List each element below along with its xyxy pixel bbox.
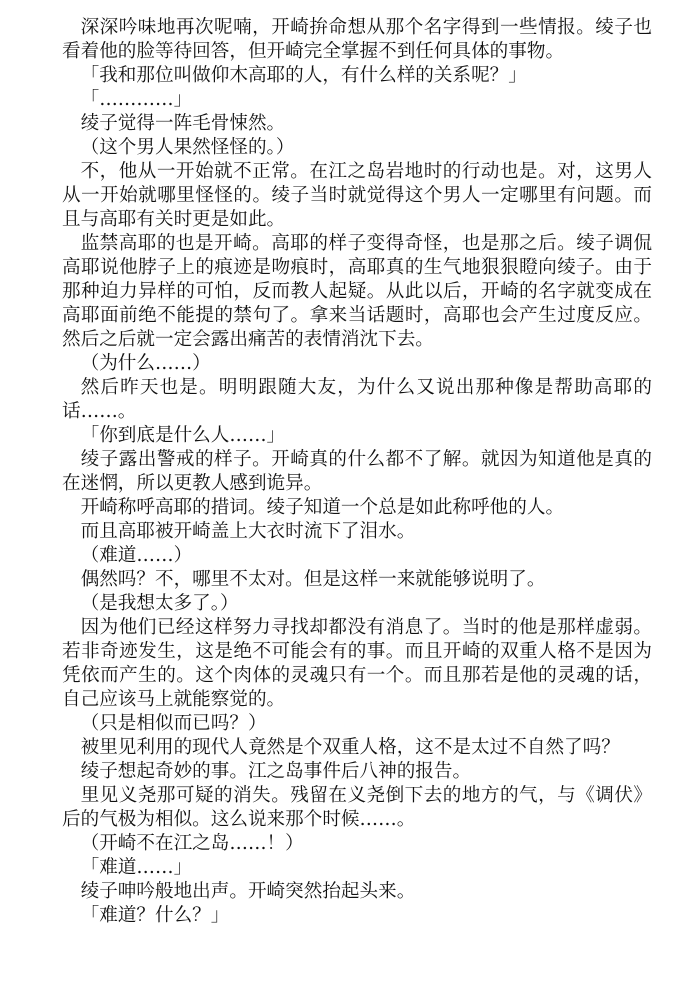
novel-page [62, 16, 652, 928]
dialogue-line: 「我和那位叫做仰木高耶的人，有什么样的关系呢？」 [80, 65, 527, 86]
inner-thought: （难道……） [80, 545, 193, 566]
paragraph: 绫子想起奇妙的事。江之岛事件后八神的报告。 [80, 761, 472, 782]
dialogue-line: 「难道？什么？」 [80, 905, 230, 926]
paragraph: 然后昨天也是。明明跟随大友，为什么又说出那种像是帮助高耶的话……。 [62, 377, 652, 422]
paragraph: 监禁高耶的也是开崎。高耶的样子变得奇怪，也是那之后。绫子调侃高耶说他脖子上的痕迹是吻痕时，高耶真的生气地狠狠瞪向绫子。由于那种迫力异样的可怕，反而教人起疑。从此以后，开崎的名字就变成在高耶面前绝不能提的禁句了。拿来当话题时，高耶也会产生过度反应。然后之后就一定会露出痛苦的表情消沈下去。 [62, 233, 652, 350]
inner-thought: （这个男人果然怪怪的。） [80, 137, 295, 158]
paragraph: 绫子觉得一阵毛骨悚然。 [80, 113, 286, 134]
paragraph: 被里见利用的现代人竟然是个双重人格，这不是太过不自然了吗？ [80, 737, 620, 758]
paragraph: 偶然吗？不，哪里不太对。但是这样一来就能够说明了。 [80, 569, 546, 590]
paragraph: 开崎称呼高耶的措词。绫子知道一个总是如此称呼他的人。 [80, 497, 565, 518]
paragraph: 而且高耶被开崎盖上大衣时流下了泪水。 [80, 521, 416, 542]
inner-thought: （只是相似而已吗？） [80, 713, 267, 734]
inner-thought: （是我想太多了。） [80, 593, 239, 614]
paragraph: 绫子露出警戒的样子。开崎真的什么都不了解。就因为知道他是真的在迷惘，所以更教人感到诡异。 [62, 449, 652, 494]
dialogue-line: 「…………」 [80, 89, 193, 110]
inner-thought: （开崎不在江之岛……！） [80, 833, 304, 854]
paragraph: 不，他从一开始就不正常。在江之岛岩地时的行动也是。对，这男人从一开始就哪里怪怪的。绫子当时就觉得这个男人一定哪里有问题。而且与高耶有关时更是如此。 [62, 161, 652, 230]
dialogue-line: 「你到底是什么人……」 [80, 425, 286, 446]
paragraph: 因为他们已经这样努力寻找却都没有消息了。当时的他是那样虚弱。若非奇迹发生，这是绝不可能会有的事。而且开崎的双重人格不是因为凭依而产生的。这个肉体的灵魂只有一个。而且那若是他的灵魂的话，自己应该马上就能察觉的。 [62, 617, 652, 710]
dialogue-line: 「难道……」 [80, 857, 193, 878]
paragraph: 深深吟味地再次呢喃，开崎拚命想从那个名字得到一些情报。绫子也看着他的脸等待回答，但开崎完全掌握不到任何具体的事物。 [62, 17, 652, 62]
paragraph: 绫子呻吟般地出声。开崎突然抬起头来。 [80, 881, 416, 902]
paragraph: 里见义尧那可疑的消失。残留在义尧倒下去的地方的气，与《调伏》后的气极为相似。这么说来那个时候……。 [62, 785, 652, 830]
inner-thought: （为什么……） [80, 353, 211, 374]
